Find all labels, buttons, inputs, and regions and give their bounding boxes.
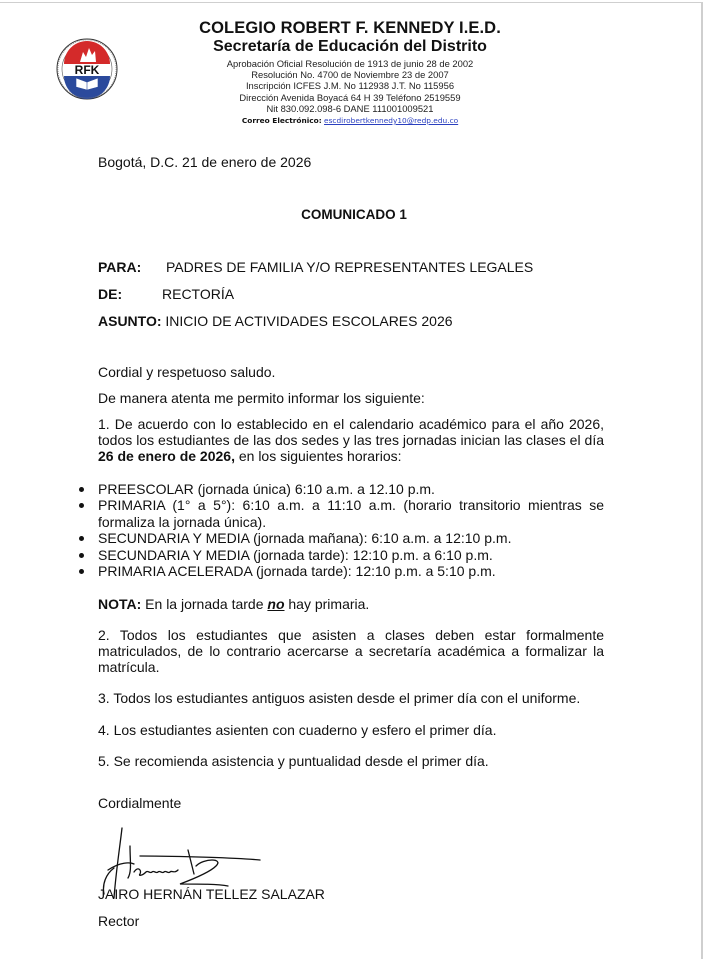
note [98,596,369,612]
de-label: DE: [98,286,123,302]
note-text: En la jornada tarde [141,596,268,612]
schedule-item [78,497,604,530]
school-name: COLEGIO ROBERT F. KENNEDY I.E.D. [199,19,501,37]
schedule-item-text: PRIMARIA ACELERADA (jornada tarde): 12:10 p.m. a 5:10 p.m. [98,563,496,580]
header-line-icfes: Inscripción ICFES J.M. No 112938 J.T. No 115956 [245,80,455,91]
school-crest-icon [56,38,118,100]
start-date-emphasis: 26 de enero de 2026, [98,448,235,464]
schedule-item [78,563,604,579]
closing: Cordialmente [98,795,182,811]
signer-name: JAIRO HERNÁN TELLEZ SALAZAR [98,886,325,902]
schedule-item-text: PRIMARIA (1° a 5°): 6:10 a.m. a 11:10 a.m. (horario transitorio mientras se formaliza la jornada única). [98,497,604,530]
asunto-value: INICIO DE ACTIVIDADES ESCOLARES 2026 [165,313,453,329]
paragraph-4: 4. Los estudiantes asienten con cuaderno y esfero el primer día. [98,722,497,738]
schedule-item [78,481,604,497]
schedule-list [78,481,604,579]
para-value: PADRES DE FAMILIA Y/O REPRESENTANTES LEGALES [166,259,534,275]
paragraph-3: 3. Todos los estudiantes antiguos asisten desde el primer día con el uniforme. [98,690,581,706]
header-line-address: Dirección Avenida Boyacá 64 H 39 Teléfono 2519559 [239,92,461,103]
signer-role: Rector [98,913,140,929]
schedule-item-text: SECUNDARIA Y MEDIA (jornada mañana): 6:10 a.m. a 12:10 p.m. [98,530,512,547]
greeting: Cordial y respetuoso saludo. [98,364,276,380]
paragraph-5: 5. Se recomienda asistencia y puntualidad desde el primer día. [98,753,489,769]
header-line-nit: Nit 830.092.098-6 DANE 111001009521 [266,103,434,114]
subject-row [98,313,453,329]
letter-title: COMUNICADO 1 [301,207,407,222]
note-emphasis: no [267,596,285,612]
asunto-label: ASUNTO: [98,313,162,329]
letter-date: Bogotá, D.C. 21 de enero de 2026 [98,154,312,170]
paragraph-1-text: 1. De acuerdo con lo establecido en el calendario académico para el año 2026, todos los estudiantes de las dos sedes y las tres jornadas inician las clases el día [98,416,604,448]
bullet-icon [79,569,84,574]
paragraph-1 [98,416,604,464]
schedule-item [78,547,604,563]
paragraph-1-end: en los siguientes horarios: [234,448,402,464]
header-email-line [180,115,520,125]
intro-text: De manera atenta me permito informar los siguiente: [98,390,425,406]
note-text-end: hay primaria. [284,596,370,612]
sender-row [98,286,234,302]
page-border-top [0,2,702,3]
note-label: NOTA: [98,596,142,612]
bullet-icon [79,503,84,508]
de-value: RECTORÍA [162,286,235,302]
header-line-approval: Aprobación Oficial Resolución de 1913 de junio 28 de 2002 [226,58,474,69]
para-label: PARA: [98,259,142,275]
bullet-icon [79,536,84,541]
schedule-item [78,530,604,546]
bullet-icon [79,487,84,492]
bullet-icon [79,553,84,558]
email-link[interactable]: escdirobertkennedy10@redp.edu.co [324,116,459,125]
secretaria-name: Secretaría de Educación del Distrito [213,38,487,55]
svg-text:RFK: RFK [74,63,100,77]
header-line-resolution: Resolución No. 4700 de Noviembre 23 de 2007 [251,69,449,80]
schedule-item-text: PREESCOLAR (jornada única) 6:10 a.m. a 12.10 p.m. [98,481,435,497]
paragraph-2: 2. Todos los estudiantes que asisten a clases deben estar formalmente matriculados, de lo contrario acercarse a secretaría académica a formalizar la matrícula. [98,627,604,675]
recipient-row [98,259,533,275]
email-label: Correo Electrónico: [241,116,322,125]
schedule-item-text: SECUNDARIA Y MEDIA (jornada tarde): 12:10 p.m. a 6:10 p.m. [98,546,493,563]
page-border-right [701,2,703,959]
